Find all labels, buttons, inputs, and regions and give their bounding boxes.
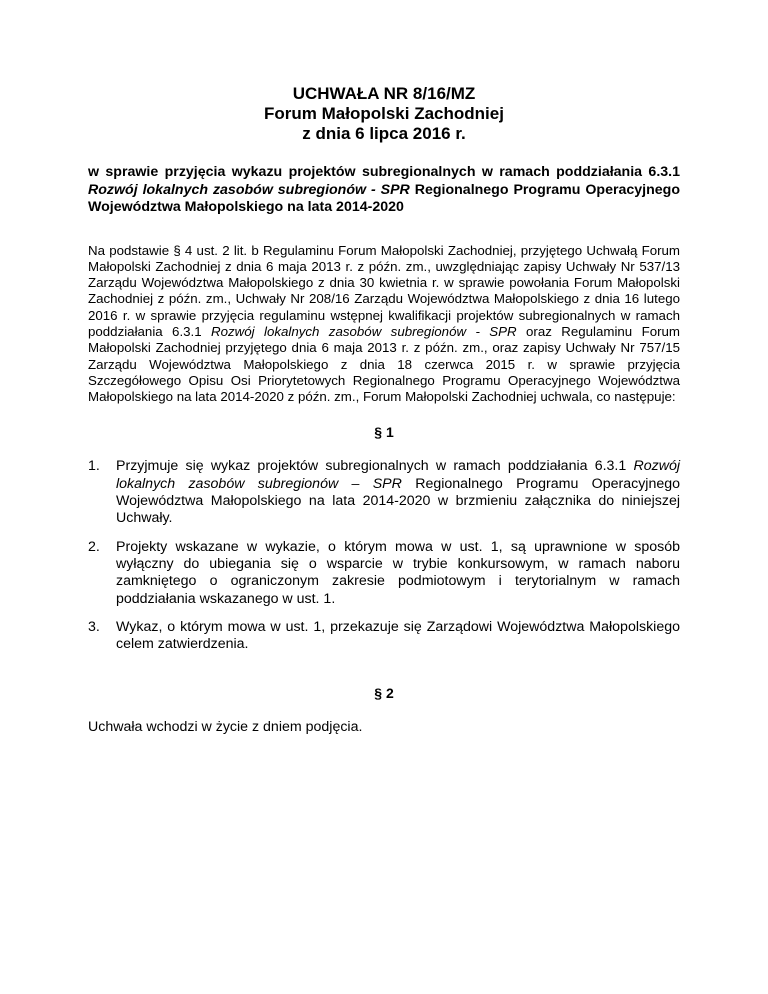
section-2-text: Uchwała wchodzi w życie z dniem podjęcia. bbox=[88, 719, 363, 736]
point-1 bbox=[88, 458, 680, 527]
resolution-subject bbox=[88, 164, 680, 217]
section-1-heading: § 1 bbox=[374, 424, 394, 441]
basis-text-end: oraz Regulaminu Forum Małopolski Zachodniej przyjętego dnia 6 maja 2013 r. z późn. zm., oraz zapisy Uchwały Nr 757/15 Zarządu Województwa Małopolskiego z dnia 18 czerwca 2015 r. w sprawie przyjęcia Szczegółowego Opisu Osi Priorytetowych Regionalnego Programu Operacyjnego Województwa Małopolskiego na lata 2014-2020 z późn. zm., Forum Małopolski Zachodniej uchwala, co następuje: bbox=[88, 323, 680, 405]
legal-basis-paragraph bbox=[88, 243, 680, 406]
point-3-number: 3. bbox=[88, 618, 100, 635]
point-1-italic-program: Rozwój lokalnych zasobów subregionów – SPR bbox=[116, 458, 680, 492]
point-2-text: Projekty wskazane w wykazie, o którym mowa w ust. 1, są uprawnione w sposób wyłączny do ubiegania się o wsparcie w trybie konkursowym, w ramach naboru zamkniętego o ograniczonym zakresie podmiotowym i terytorialnym w ramach poddziałania wskazanego w ust. 1. bbox=[116, 538, 680, 607]
point-2 bbox=[88, 539, 680, 608]
point-1-text-end: Regionalnego Programu Operacyjnego Województwa Małopolskiego na lata 2014-2020 w brzmieniu załącznika do niniejszej Uchwały. bbox=[116, 475, 681, 527]
point-1-text-start: Przyjmuje się wykaz projektów subregionalnych w ramach poddziałania 6.3.1 bbox=[116, 458, 634, 475]
resolution-header bbox=[88, 84, 680, 144]
point-1-number: 1. bbox=[88, 458, 100, 475]
resolution-date: z dnia 6 lipca 2016 r. bbox=[302, 124, 466, 143]
issuing-body: Forum Małopolski Zachodniej bbox=[264, 104, 504, 123]
subject-text-end: Regionalnego Programu Operacyjnego Województwa Małopolskiego na lata 2014-2020 bbox=[88, 181, 680, 215]
point-3 bbox=[88, 619, 680, 654]
basis-text-start: Na podstawie § 4 ust. 2 lit. b Regulaminu Forum Małopolski Zachodniej, przyjętego Uchwałą Forum Małopolski Zachodniej z dnia 6 maja 2013 r. z późn. zm., uwzględniając zapisy Uchwały Nr 537/13 Zarządu Województwa Małopolskiego z dnia 30 kwietnia r. w sprawie powołania Forum Małopolski Zachodniej z późn. zm., Uchwały Nr 208/16 Zarządu Województwa Małopolskiego z dnia 16 lutego 2016 r. w sprawie przyjęcia regulaminu wstępnej kwalifikacji projektów subregionalnych w ramach poddziałania 6.3.1 bbox=[88, 242, 680, 339]
section-2-heading: § 2 bbox=[374, 685, 394, 702]
point-3-text: Wykaz, o którym mowa w ust. 1, przekazuje się Zarządowi Województwa Małopolskiego celem zatwierdzenia. bbox=[116, 618, 680, 653]
resolution-number: UCHWAŁA NR 8/16/MZ bbox=[292, 84, 476, 103]
basis-italic-program: Rozwój lokalnych zasobów subregionów - SPR bbox=[211, 323, 517, 339]
subject-italic-program: Rozwój lokalnych zasobów subregionów - SPR bbox=[88, 181, 410, 198]
document-page bbox=[88, 84, 680, 736]
section-1-points bbox=[88, 458, 680, 653]
subject-text-start: w sprawie przyjęcia wykazu projektów subregionalnych w ramach poddziałania 6.3.1 bbox=[88, 164, 680, 180]
point-2-number: 2. bbox=[88, 538, 100, 555]
